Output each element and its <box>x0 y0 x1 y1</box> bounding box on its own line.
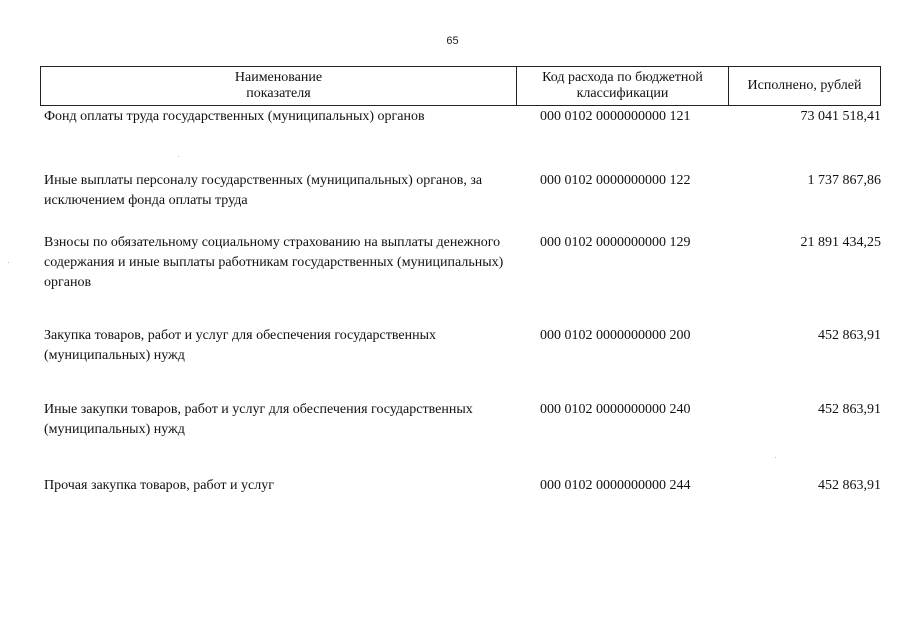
row-code: 000 0102 0000000000 244 <box>540 478 691 493</box>
row-code: 000 0102 0000000000 200 <box>540 328 691 343</box>
scan-speck <box>178 156 179 157</box>
row-value: 452 863,91 <box>818 402 881 417</box>
row-name: Взносы по обязательному социальному страхованию на выплаты денежного содержания и иные выплаты работникам государственных (муниципальных) органов <box>44 235 504 290</box>
row-value: 452 863,91 <box>818 328 881 343</box>
header-executed-cell <box>729 67 880 105</box>
header-executed-label: Исполнено, рублей <box>747 78 862 93</box>
row-name: Фонд оплаты труда государственных (муниципальных) органов <box>44 109 425 124</box>
row-code: 000 0102 0000000000 129 <box>540 235 691 250</box>
row-code: 000 0102 0000000000 240 <box>540 402 691 417</box>
row-name: Закупка товаров, работ и услуг для обеспечения государственных (муниципальных) нужд <box>44 328 437 363</box>
row-value: 73 041 518,41 <box>800 109 881 124</box>
header-name-label: Наименование показателя <box>234 70 323 101</box>
row-code: 000 0102 0000000000 122 <box>540 173 691 188</box>
row-name: Иные выплаты персоналу государственных (муниципальных) органов, за исключением фонда оплаты труда <box>44 173 483 208</box>
row-code: 000 0102 0000000000 121 <box>540 109 691 124</box>
row-value: 21 891 434,25 <box>800 235 881 250</box>
header-code-cell <box>517 67 729 105</box>
row-value: 1 737 867,86 <box>807 173 881 188</box>
header-code-label: Код расхода по бюджетной классификации <box>542 70 703 101</box>
table-header <box>40 66 881 106</box>
page-number: 65 <box>446 35 459 47</box>
row-value: 452 863,91 <box>818 478 881 493</box>
row-name: Прочая закупка товаров, работ и услуг <box>44 478 274 493</box>
scan-speck <box>775 457 776 458</box>
row-name: Иные закупки товаров, работ и услуг для обеспечения государственных (муниципальных) нужд <box>44 402 473 437</box>
scan-speck <box>8 262 9 263</box>
header-name-cell <box>41 67 517 105</box>
